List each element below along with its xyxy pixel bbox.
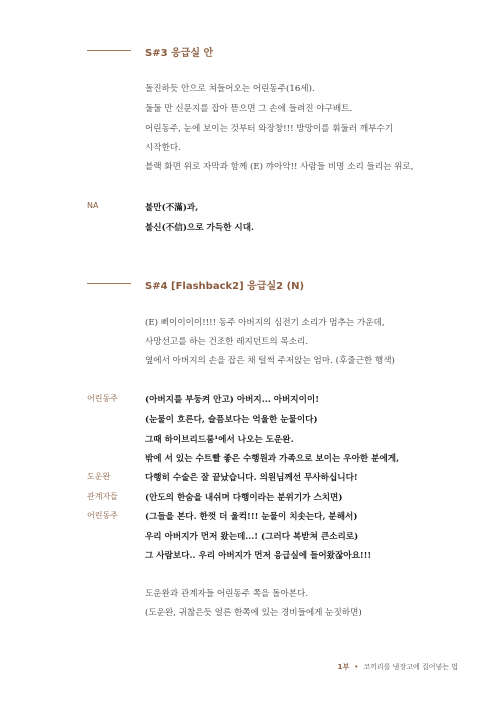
speaker-label: 도운완: [87, 472, 111, 481]
action-line: 시작한다.: [145, 143, 181, 153]
action-line: 블랙 화면 위로 자막과 함께 (E) 꺄아악!! 사람들 비명 소리 들리는 위로,: [145, 162, 414, 172]
scene-heading: S#3 응급실 안: [145, 48, 214, 59]
narration-line: 불신(不信)으로 가득한 시대.: [145, 223, 255, 233]
page-footer: [338, 662, 458, 672]
dialogue-line: 밖에 서 있는 수트빨 좋은 수행원과 가족으로 보이는 우아한 분에게,: [145, 454, 400, 464]
dialogue-line: 그때 하이브리드룸¹에서 나오는 도운완.: [145, 435, 294, 445]
action-line: (도운완, 귀찮은듯 얼른 한쪽에 있는 경비들에게 눈짓하면): [145, 608, 362, 618]
narration-label: NA: [87, 201, 99, 210]
speaker-label: 어린동주: [87, 511, 118, 520]
dialogue-line: (안도의 한숨을 내쉬며 다행이라는 분위기가 스치면): [145, 493, 343, 503]
speaker-label: 관계자들: [87, 492, 118, 501]
scene-heading: S#4 [Flashback2] 응급실2 (N): [145, 281, 305, 292]
action-line: 돌진하듯 안으로 쳐들어오는 어린동주(16세).: [145, 84, 315, 94]
footer-part: 1부: [337, 663, 350, 671]
dialogue-line: (그들을 본다. 한껏 더 울컥!!! 눈물이 치솟는다, 분해서): [145, 512, 358, 522]
action-line: 사망선고를 하는 건조한 레지던트의 목소리.: [145, 337, 309, 347]
action-line: 어린동주, 눈에 보이는 것부터 와장창!!! 방망이를 휘둘러 깨부수기: [145, 124, 394, 134]
action-line: 둘둘 만 신문지를 잡아 뜯으면 그 손에 들려진 야구배트.: [145, 104, 353, 114]
scene-divider: [87, 50, 131, 51]
narration-line: 불만(不滿)과,: [145, 203, 199, 213]
action-line: 옆에서 아버지의 손을 잡은 채 털썩 주저앉는 엄마. (후줄근한 행색): [145, 356, 395, 366]
scene-divider: [87, 283, 131, 284]
dialogue-line: (아버지를 부둥켜 안고) 아버지... 아버지이이!: [145, 395, 319, 405]
action-line: (E) 삐이이이이!!!! 동주 아버지의 심전기 소리가 멈추는 가운데,: [145, 318, 385, 328]
dialogue-line: (눈물이 흐른다, 슬픔보다는 억울한 눈물이다): [145, 415, 318, 425]
speaker-label: 어린동주: [87, 394, 118, 403]
dialogue-line: 우리 아버지가 먼저 왔는데...! (그러다 복받쳐 큰소리로): [145, 532, 359, 542]
action-line: 도운완과 관계자들 어린동주 쪽을 돌아본다.: [145, 589, 309, 599]
bullet-icon: •: [354, 663, 359, 671]
dialogue-line: 다행히 수술은 잘 끝났습니다. 의원님께선 무사하십니다!: [145, 473, 358, 483]
footer-title: 코끼리를 냉장고에 집어넣는 법: [363, 663, 458, 671]
dialogue-line: 그 사람보다.. 우리 아버지가 먼저 응급실에 들어왔잖아요!!!: [145, 551, 372, 561]
